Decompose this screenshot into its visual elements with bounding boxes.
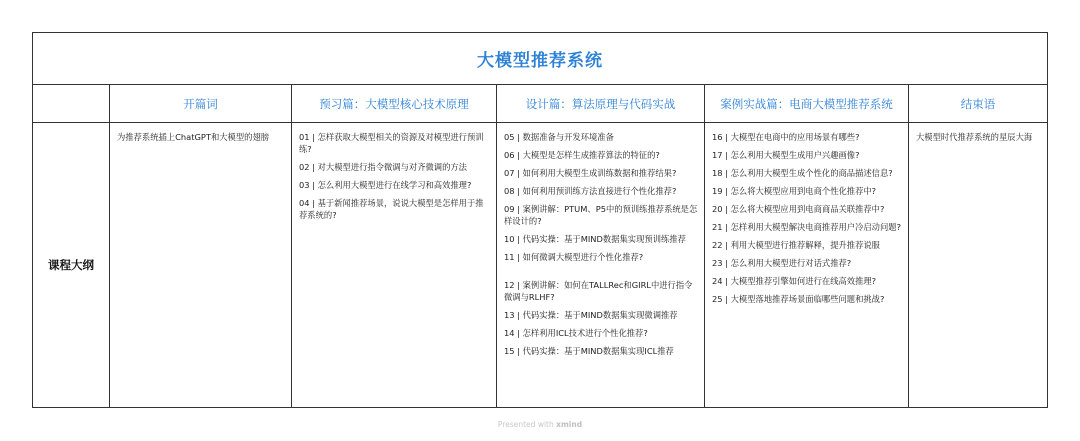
lesson-item: 24 | 大模型推荐引擎如何进行在线高效推理? [712,276,877,286]
column-header: 设计篇：算法原理与代码实战 [525,96,676,111]
lesson-item: 21 | 怎样利用大模型解决电商推荐用户冷启动问题? [712,222,901,232]
footer [0,420,1080,429]
column-header: 开篇词 [183,96,218,111]
lesson-item: 20 | 怎么将大模型应用到电商商品关联推荐中? [712,204,885,214]
footer-brand: xmind [556,420,583,429]
opening-list [110,123,291,143]
opening-cell [110,123,292,407]
lesson-item: 18 | 怎么利用大模型生成个性化的商品描述信息? [712,168,893,178]
lesson-item: 02 | 对大模型进行指令微调与对齐微调的方法 [299,162,467,172]
header-cell-opening [110,85,292,122]
lesson-item: 08 | 如何利用预训练方法直接进行个性化推荐? [504,186,677,196]
column-header: 案例实战篇：电商大模型推荐系统 [720,96,893,111]
column-header: 预习篇：大模型核心技术原理 [319,96,469,111]
lesson-item: 大模型时代推荐系统的星辰大海 [916,132,1033,142]
preview-list [292,123,496,221]
lesson-item: 23 | 怎么利用大模型进行对话式推荐? [712,258,852,268]
lesson-item: 07 | 如何利用大模型生成训练数据和推荐结果? [504,168,677,178]
lesson-item: 22 | 利用大模型进行推荐解释，提升推荐说服 [712,240,880,250]
header-cell-design [497,85,705,122]
case-cell [705,123,909,407]
lesson-item: 15 | 代码实操：基于MIND数据集实现ICL推荐 [504,346,674,356]
page-title: 大模型推荐系统 [477,51,603,71]
column-header: 结束语 [960,96,996,111]
lesson-item: 11 | 如何微调大模型进行个性化推荐? [504,252,644,262]
ending-cell [909,123,1047,407]
lesson-item: 为推荐系统插上ChatGPT和大模型的翅膀 [117,132,270,142]
header-cell-empty [33,85,110,122]
row-label-cell [33,123,110,407]
lesson-item: 06 | 大模型是怎样生成推荐算法的特征的? [504,150,660,160]
syllabus-table [32,32,1048,408]
header-cell-preview [292,85,497,122]
lesson-item: 16 | 大模型在电商中的应用场景有哪些? [712,132,860,142]
preview-cell [292,123,497,407]
design-cell [497,123,705,407]
ending-list [909,123,1047,143]
lesson-item: 10 | 代码实操：基于MIND数据集实现预训练推荐 [504,234,686,244]
lesson-item: 05 | 数据准备与开发环境准备 [504,132,614,142]
header-row [33,85,1047,123]
design-list [497,123,704,357]
lesson-item: 04 | 基于新闻推荐场景，说说大模型是怎样用于推荐系统的? [299,198,484,220]
footer-prefix: Presented with [497,420,554,429]
syllabus-row [33,123,1047,407]
lesson-item: 25 | 大模型落地推荐场景面临哪些问题和挑战? [712,294,885,304]
header-cell-case [705,85,909,122]
lesson-item: 13 | 代码实操：基于MIND数据集实现微调推荐 [504,310,678,320]
title-row [33,33,1047,85]
lesson-item: 19 | 怎么将大模型应用到电商个性化推荐中? [712,186,877,196]
lesson-item: 14 | 怎样利用ICL技术进行个性化推荐? [504,328,648,338]
lesson-item: 17 | 怎么利用大模型生成用户兴趣画像? [712,150,860,160]
lesson-item: 01 | 怎样获取大模型相关的资源及对模型进行预训练? [299,132,484,154]
row-label: 课程大纲 [48,258,94,272]
lesson-item: 12 | 案例讲解：如何在TALLRec和GIRL中进行指令微调与RLHF? [504,280,693,302]
lesson-item: 03 | 怎么利用大模型进行在线学习和高效推理? [299,180,472,190]
lesson-item: 09 | 案例讲解：PTUM、P5中的预训练推荐系统是怎样设计的? [504,204,698,226]
case-list [705,123,908,305]
header-cell-ending [909,85,1047,122]
